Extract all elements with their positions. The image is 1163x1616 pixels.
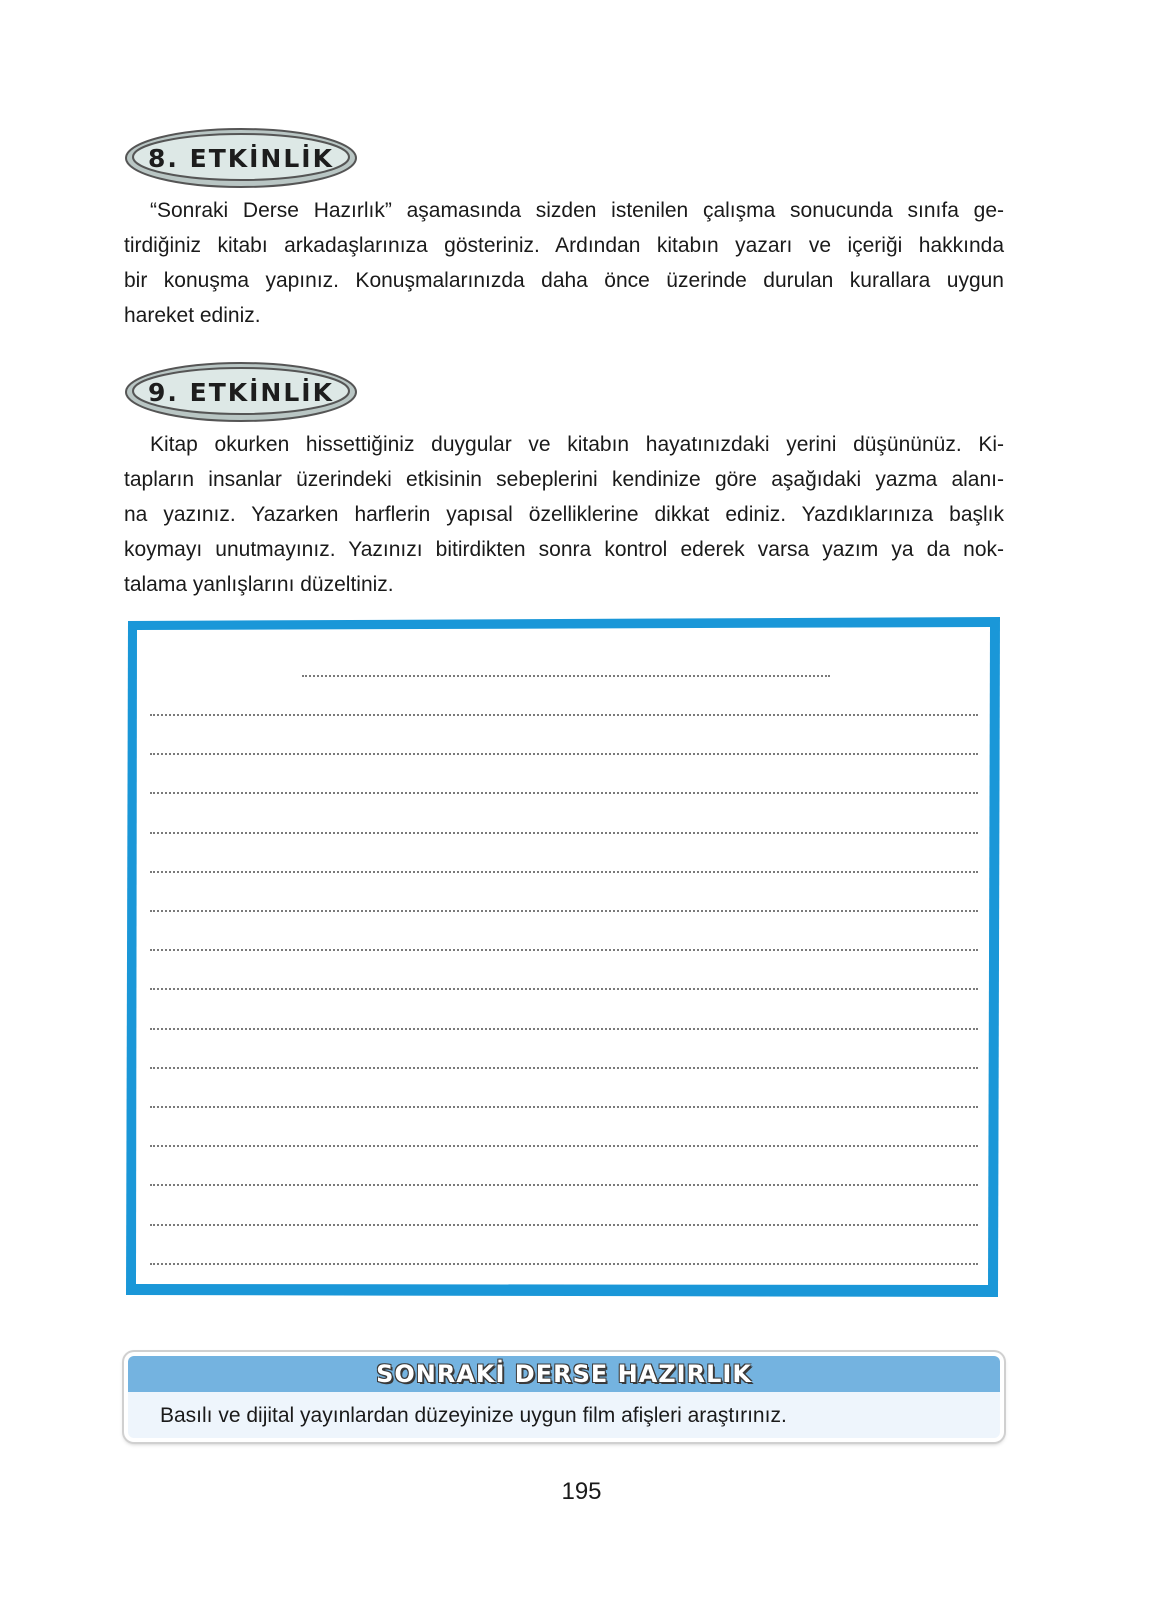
writing-title-line[interactable] [302,675,830,677]
paragraph-line: bir konuşma yapınız. Konuşmalarınızda daha önce üzerinde durulan kurallara uygun [124,269,1004,292]
writing-area-frame [124,617,1002,1299]
writing-line[interactable] [150,871,978,873]
writing-line[interactable] [150,949,978,951]
paragraph-line: koymayı unutmayınız. Yazınızı bitirdikten sonra kontrol ederek varsa yazım ya da nok- [124,538,1004,561]
paragraph-line: na yazınız. Yazarken harflerin yapısal özelliklerine dikkat ediniz. Yazdıklarınıza başlık [124,503,1004,526]
activity-8-title: 8. ETKİNLİK [148,143,334,173]
activity-8-paragraph [124,193,1004,333]
next-lesson-text: Basılı ve dijital yayınlardan düzeyinize uygun film afişleri araştırınız. [160,1404,787,1427]
writing-line[interactable] [150,1224,978,1226]
paragraph-line: “Sonraki Derse Hazırlık” aşamasında sizden istenilen çalışma sonucunda sınıfa ge- [150,199,1004,222]
writing-area[interactable] [124,617,1002,1299]
writing-line[interactable] [150,753,978,755]
writing-line[interactable] [150,1067,978,1069]
activity-9-badge [124,361,358,423]
writing-line[interactable] [150,1184,978,1186]
next-lesson-box [124,1352,1004,1442]
writing-line[interactable] [150,714,978,716]
paragraph-line: talama yanlışlarını düzeltiniz. [124,573,394,596]
activity-8-badge [124,127,358,189]
writing-line[interactable] [150,832,978,834]
writing-line[interactable] [150,988,978,990]
paragraph-line: hareket ediniz. [124,304,261,327]
writing-line[interactable] [150,1263,978,1265]
page-number: 195 [561,1478,602,1505]
next-lesson-body [128,1392,1000,1438]
activity-9-paragraph [124,427,1004,602]
writing-line[interactable] [150,1106,978,1108]
writing-line[interactable] [150,1145,978,1147]
writing-line[interactable] [150,910,978,912]
paragraph-line: tapların insanlar üzerindeki etkisinin sebeplerini kendinize göre aşağıdaki yazma alanı- [124,468,1004,491]
paragraph-line: tirdiğiniz kitabı arkadaşlarınıza gösteriniz. Ardından kitabın yazarı ve içeriği hakkında [124,234,1004,257]
writing-line[interactable] [150,1028,978,1030]
next-lesson-title: SONRAKİ DERSE HAZIRLIK [376,1360,752,1388]
paragraph-line: Kitap okurken hissettiğiniz duygular ve kitabın hayatınızdaki yerini düşününüz. Ki- [150,433,1004,456]
next-lesson-header [128,1356,1000,1392]
activity-9-title: 9. ETKİNLİK [148,377,334,407]
writing-line[interactable] [150,792,978,794]
